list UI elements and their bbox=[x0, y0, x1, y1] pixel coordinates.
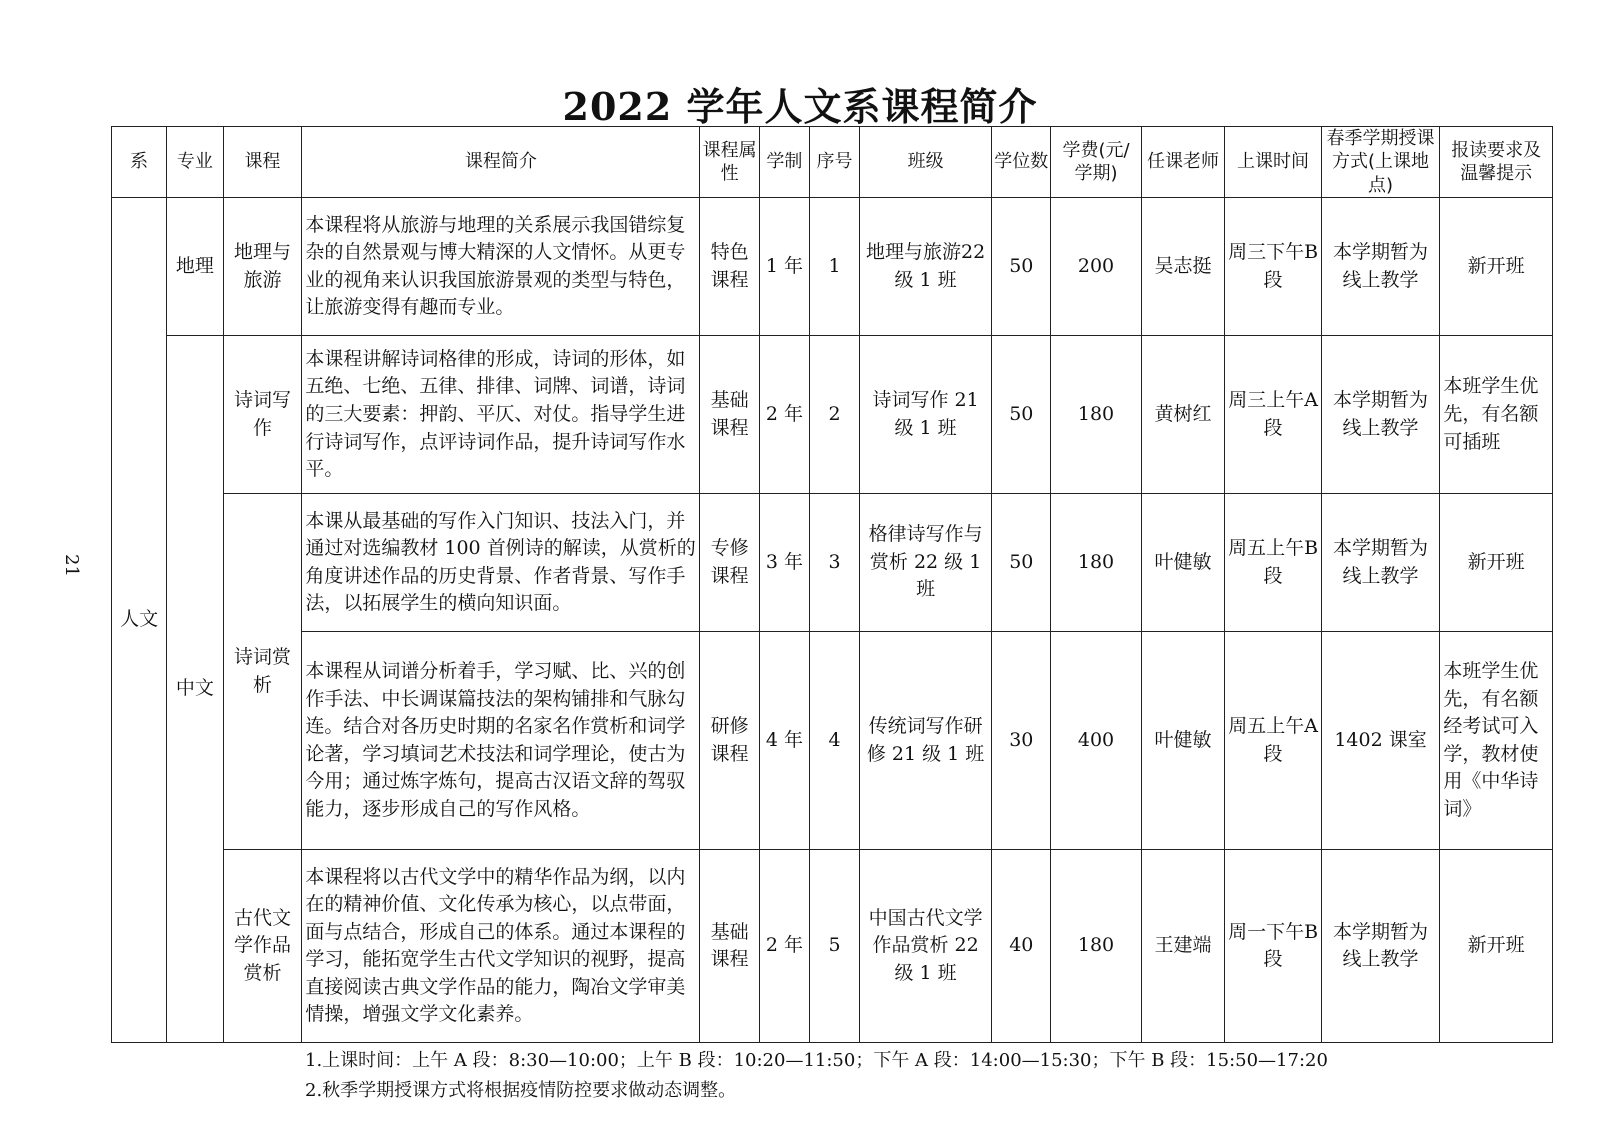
footnotes bbox=[305, 1046, 1328, 1106]
mode-cell: 1402 课室 bbox=[1321, 632, 1440, 850]
class-cell: 传统词写作研修 21 级 1 班 bbox=[860, 632, 992, 850]
mode-cell: 本学期暂为线上教学 bbox=[1321, 198, 1440, 336]
class-cell: 诗词写作 21 级 1 班 bbox=[860, 336, 992, 494]
seats-cell: 50 bbox=[992, 494, 1051, 632]
header-seq: 序号 bbox=[809, 127, 859, 198]
fee-cell: 180 bbox=[1051, 494, 1141, 632]
attribute-cell: 特色课程 bbox=[700, 198, 759, 336]
duration-cell: 4 年 bbox=[759, 632, 809, 850]
description-cell: 本课程将从旅游与地理的关系展示我国错综复杂的自然景观与博大精深的人文情怀。从更专业的视角来认识我国旅游景观的类型与特色，让旅游变得有趣而专业。 bbox=[302, 198, 700, 336]
note-cell: 新开班 bbox=[1440, 198, 1553, 336]
attribute-cell: 基础课程 bbox=[700, 850, 759, 1043]
header-mode: 春季学期授课方式(上课地点) bbox=[1321, 127, 1440, 198]
time-cell: 周三上午A 段 bbox=[1225, 336, 1321, 494]
major-cell: 中文 bbox=[167, 336, 223, 1043]
duration-cell: 2 年 bbox=[759, 850, 809, 1043]
seq-cell: 3 bbox=[809, 494, 859, 632]
header-seats: 学位数 bbox=[992, 127, 1051, 198]
table-row bbox=[112, 850, 1553, 1043]
teacher-cell: 吴志挺 bbox=[1141, 198, 1225, 336]
course-cell: 诗词写作 bbox=[223, 336, 302, 494]
header-class: 班级 bbox=[860, 127, 992, 198]
description-cell: 本课程讲解诗词格律的形成，诗词的形体，如五绝、七绝、五律、排律、词牌、词谱，诗词的三大要素：押韵、平仄、对仗。指导学生进行诗词写作，点评诗词作品，提升诗词写作水平。 bbox=[302, 336, 700, 494]
teacher-cell: 叶健敏 bbox=[1141, 632, 1225, 850]
header-duration: 学制 bbox=[759, 127, 809, 198]
time-cell: 周三下午B 段 bbox=[1225, 198, 1321, 336]
class-cell: 格律诗写作与赏析 22 级 1 班 bbox=[860, 494, 992, 632]
table-row bbox=[112, 198, 1553, 336]
duration-cell: 3 年 bbox=[759, 494, 809, 632]
table-row bbox=[112, 632, 1553, 850]
time-cell: 周五上午A 段 bbox=[1225, 632, 1321, 850]
teacher-cell: 叶健敏 bbox=[1141, 494, 1225, 632]
seq-cell: 2 bbox=[809, 336, 859, 494]
seq-cell: 5 bbox=[809, 850, 859, 1043]
seq-cell: 4 bbox=[809, 632, 859, 850]
attribute-cell: 专修课程 bbox=[700, 494, 759, 632]
fee-cell: 200 bbox=[1051, 198, 1141, 336]
department-cell: 人文 bbox=[112, 198, 167, 1043]
note-cell: 新开班 bbox=[1440, 850, 1553, 1043]
description-cell: 本课程从词谱分析着手，学习赋、比、兴的创作手法、中长调谋篇技法的架构铺排和气脉勾连。结合对各历史时期的名家名作赏析和词学论著，学习填词艺术技法和词学理论，使古为今用；通过炼字炼句，提高古汉语文辞的驾驭能力，逐步形成自己的写作风格。 bbox=[302, 632, 700, 850]
page-title: 2022 学年人文系课程简介 bbox=[562, 84, 1038, 129]
header-fee: 学费(元/学期) bbox=[1051, 127, 1141, 198]
header-time: 上课时间 bbox=[1225, 127, 1321, 198]
mode-cell: 本学期暂为线上教学 bbox=[1321, 850, 1440, 1043]
note-cell: 本班学生优先，有名额经考试可入学，教材使用《中华诗词》 bbox=[1440, 632, 1553, 850]
class-cell: 地理与旅游22 级 1 班 bbox=[860, 198, 992, 336]
teacher-cell: 黄树红 bbox=[1141, 336, 1225, 494]
course-cell: 古代文学作品赏析 bbox=[223, 850, 302, 1043]
course-cell: 诗词赏析 bbox=[223, 494, 302, 850]
note-cell: 本班学生优先，有名额可插班 bbox=[1440, 336, 1553, 494]
attribute-cell: 研修课程 bbox=[700, 632, 759, 850]
teacher-cell: 王建端 bbox=[1141, 850, 1225, 1043]
table-row bbox=[112, 494, 1553, 632]
major-cell: 地理 bbox=[167, 198, 223, 336]
class-cell: 中国古代文学作品赏析 22 级 1 班 bbox=[860, 850, 992, 1043]
note-cell: 新开班 bbox=[1440, 494, 1553, 632]
description-cell: 本课从最基础的写作入门知识、技法入门，并通过对选编教材 100 首例诗的解读，从赏析的角度讲述作品的历史背景、作者背景、写作手法，以拓展学生的横向知识面。 bbox=[302, 494, 700, 632]
mode-cell: 本学期暂为线上教学 bbox=[1321, 494, 1440, 632]
attribute-cell: 基础课程 bbox=[700, 336, 759, 494]
table-header-row bbox=[112, 127, 1553, 198]
header-note: 报读要求及温馨提示 bbox=[1440, 127, 1553, 198]
duration-cell: 1 年 bbox=[759, 198, 809, 336]
course-table bbox=[111, 126, 1553, 1043]
course-cell: 地理与旅游 bbox=[223, 198, 302, 336]
header-course: 课程 bbox=[223, 127, 302, 198]
seats-cell: 50 bbox=[992, 336, 1051, 494]
time-cell: 周一下午B 段 bbox=[1225, 850, 1321, 1043]
footnote-item: 2.秋季学期授课方式将根据疫情防控要求做动态调整。 bbox=[305, 1080, 737, 1101]
fee-cell: 400 bbox=[1051, 632, 1141, 850]
seats-cell: 30 bbox=[992, 632, 1051, 850]
fee-cell: 180 bbox=[1051, 850, 1141, 1043]
duration-cell: 2 年 bbox=[759, 336, 809, 494]
description-cell: 本课程将以古代文学中的精华作品为纲，以内在的精神价值、文化传承为核心，以点带面，面与点结合，形成自己的体系。通过本课程的学习，能拓宽学生古代文学知识的视野，提高直接阅读古典文学作品的能力，陶冶文学审美情操，增强文学文化素养。 bbox=[302, 850, 700, 1043]
header-department: 系 bbox=[112, 127, 167, 198]
seq-cell: 1 bbox=[809, 198, 859, 336]
page-number: 21 bbox=[60, 554, 82, 577]
seats-cell: 40 bbox=[992, 850, 1051, 1043]
mode-cell: 本学期暂为线上教学 bbox=[1321, 336, 1440, 494]
header-description: 课程简介 bbox=[302, 127, 700, 198]
fee-cell: 180 bbox=[1051, 336, 1141, 494]
time-cell: 周五上午B 段 bbox=[1225, 494, 1321, 632]
table-row bbox=[112, 336, 1553, 494]
seats-cell: 50 bbox=[992, 198, 1051, 336]
footnote-item: 1.上课时间：上午 A 段：8:30—10:00；上午 B 段：10:20—11:50；下午 A 段：14:00—15:30；下午 B 段：15:50—17:20 bbox=[305, 1050, 1328, 1071]
header-attribute: 课程属性 bbox=[700, 127, 759, 198]
header-teacher: 任课老师 bbox=[1141, 127, 1225, 198]
header-major: 专业 bbox=[167, 127, 223, 198]
